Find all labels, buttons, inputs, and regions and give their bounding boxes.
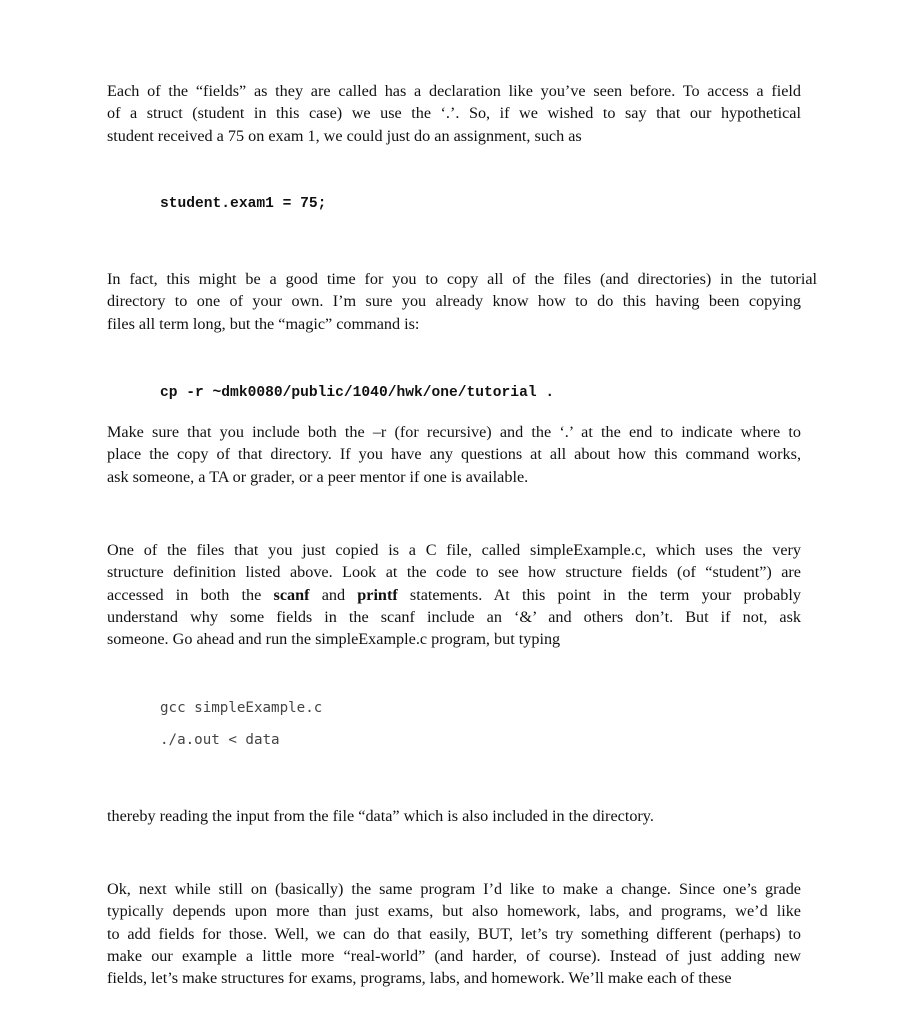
keyword-printf: printf [357, 585, 398, 604]
paragraph-reading-input [107, 805, 801, 827]
paragraph-fields-intro [107, 80, 801, 147]
text-segment: accessed in both the [107, 585, 274, 604]
text-line: student received a 75 on exam 1, we could just do an assignment, such as [107, 126, 582, 145]
text-line: thereby reading the input from the file “data” which is also included in the directory. [107, 807, 654, 825]
code-copy-command: cp -r ~dmk0080/public/1040/hwk/one/tutorial . [160, 385, 555, 401]
paragraph-copy-files [107, 268, 817, 335]
text-line: files all term long, but the “magic” command is: [107, 314, 420, 333]
paragraph-next-change [107, 878, 801, 989]
text-line: Ok, next while still on (basically) the same program I’d like to make a change. Since one’s grade [107, 880, 801, 898]
text-line [107, 584, 801, 606]
text-line: of a struct (student in this case) we use the ‘.’. So, if we wished to say that our hypothetical [107, 104, 801, 123]
text-segment: and [309, 585, 358, 604]
text-line: Make sure that you include both the –r (for recursive) and the ‘.’ at the end to indicate where to [107, 423, 801, 441]
text-line: someone. Go ahead and run the simpleExample.c program, but typing [107, 630, 561, 649]
text-line: ask someone, a TA or grader, or a peer mentor if one is available. [107, 467, 529, 486]
paragraph-simple-example [107, 539, 801, 650]
text-line: fields, let’s make structures for exams, programs, labs, and homework. We’ll make each of these [107, 969, 732, 988]
code-compile-command: gcc simpleExample.c [160, 700, 323, 716]
text-line: place the copy of that directory. If you have any questions at all about how this command works, [107, 445, 801, 464]
text-line: Each of the “fields” as they are called has a declaration like you’ve seen before. To access a field [107, 82, 801, 100]
text-line: structure definition listed above. Look at the code to see how structure fields (of “student”) are [107, 563, 801, 582]
code-run-command: ./a.out < data [160, 732, 280, 748]
text-line: In fact, this might be a good time for you to copy all of the files (and directories) in the tutorial [107, 270, 817, 288]
text-line: directory to one of your own. I’m sure you already know how to do this having been copying [107, 292, 801, 311]
text-line: make our example a little more “real-world” (and harder, of course). Instead of just adding new [107, 946, 801, 965]
text-line: typically depends upon more than just exams, but also homework, labs, and programs, we’d like [107, 902, 801, 921]
paragraph-recursive-note [107, 421, 801, 488]
keyword-scanf: scanf [273, 585, 310, 604]
text-line: to add fields for those. Well, we can do that easily, BUT, let’s try something different (perhaps) to [107, 924, 801, 943]
text-line: understand why some fields in the scanf include an ‘&’ and others don’t. But if not, ask [107, 607, 801, 626]
text-line: One of the files that you just copied is a C file, called simpleExample.c, which uses the very [107, 541, 801, 559]
code-assignment-example: student.exam1 = 75; [160, 196, 327, 212]
text-segment: statements. At this point in the term your probably [397, 585, 801, 604]
